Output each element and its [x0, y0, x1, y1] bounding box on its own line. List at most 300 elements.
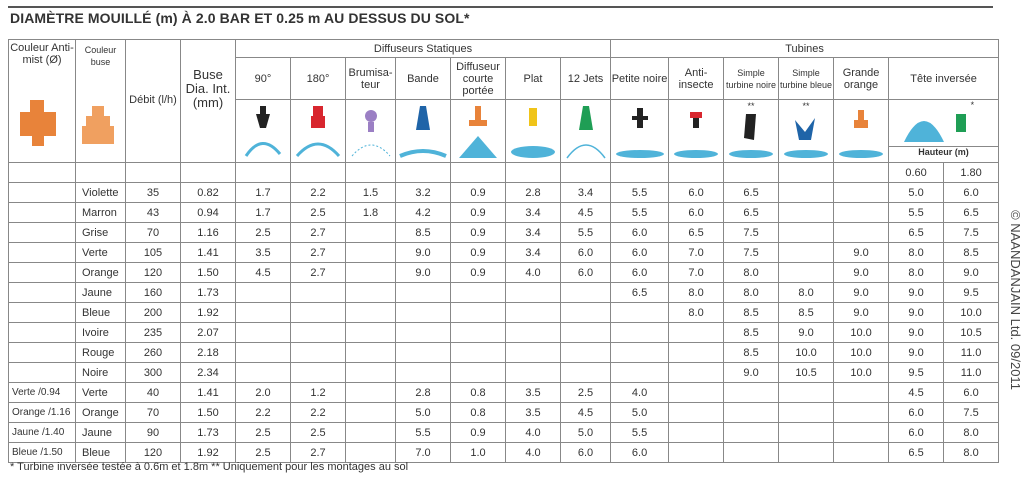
cell-90-icon: [236, 100, 291, 163]
table-cell: 2.7: [291, 443, 346, 463]
table-row: [9, 403, 999, 423]
header-90: 90°: [236, 58, 291, 100]
table-cell: 7.0: [669, 243, 724, 263]
turbine-noire-icon: [726, 110, 776, 160]
table-cell: 6.0: [611, 243, 669, 263]
table-cell: 120: [126, 263, 181, 283]
table-cell: 6.0: [944, 383, 999, 403]
table-cell: 5.5: [561, 223, 611, 243]
table-cell: 9.0: [834, 303, 889, 323]
table-cell: 8.5: [944, 243, 999, 263]
table-cell: [834, 223, 889, 243]
table-cell: 90: [126, 423, 181, 443]
table-cell: [236, 323, 291, 343]
table-cell: 3.4: [506, 243, 561, 263]
footnote-marker: **: [802, 101, 810, 111]
table-cell: 7.0: [669, 263, 724, 283]
table-cell: [451, 343, 506, 363]
table-cell: [396, 323, 451, 343]
table-cell: 10.5: [779, 363, 834, 383]
table-cell: 1.92: [181, 303, 236, 323]
table-cell: [561, 363, 611, 383]
table-cell: Bleue: [76, 443, 126, 463]
table-cell: Bleue /1.50: [9, 443, 76, 463]
table-cell: 2.5: [236, 223, 291, 243]
table-cell: 6.5: [889, 443, 944, 463]
table-cell: 235: [126, 323, 181, 343]
header-couleur-antimist: Couleur Anti-mist (Ø): [9, 40, 76, 163]
table-cell: 9.0: [944, 263, 999, 283]
table-cell: [236, 363, 291, 383]
table-cell: 200: [126, 303, 181, 323]
table-cell: [9, 323, 76, 343]
table-cell: Ivoire: [76, 323, 126, 343]
table-cell: 2.8: [396, 383, 451, 403]
table-cell: [669, 423, 724, 443]
table-cell: 6.0: [561, 443, 611, 463]
table-cell: Jaune /1.40: [9, 423, 76, 443]
header-grande-orange: Grande orange: [834, 58, 889, 100]
table-cell: 4.5: [236, 263, 291, 283]
plat-icon: [508, 102, 558, 160]
table-cell: 6.0: [561, 263, 611, 283]
table-cell: [779, 263, 834, 283]
cell-plat-icon: [506, 100, 561, 163]
table-cell: [236, 303, 291, 323]
table-cell: 1.41: [181, 243, 236, 263]
header-anti-insecte: Anti- insecte: [669, 58, 724, 100]
header-brumisateur: Brumisa- teur: [346, 58, 396, 100]
table-cell: [724, 443, 779, 463]
cell-turbine-bleue-icon: [779, 100, 834, 163]
table-cell: 9.5: [889, 363, 944, 383]
hauteur-060: 0.60: [889, 163, 944, 183]
header-simple-noire: Simple turbine noire: [724, 58, 779, 100]
table-cell: [9, 263, 76, 283]
table-cell: [506, 343, 561, 363]
table-cell: 6.0: [611, 223, 669, 243]
table-cell: [451, 323, 506, 343]
table-cell: [236, 343, 291, 363]
table-cell: [506, 323, 561, 343]
table-cell: 2.5: [291, 423, 346, 443]
header-12jets: 12 Jets: [561, 58, 611, 100]
table-cell: 260: [126, 343, 181, 363]
petite-noire-icon: [614, 102, 666, 160]
table-cell: [451, 303, 506, 323]
table-cell: 1.73: [181, 423, 236, 443]
footnote-marker: **: [747, 101, 755, 111]
table-cell: 6.5: [944, 203, 999, 223]
table-row: [9, 283, 999, 303]
table-cell: 2.5: [561, 383, 611, 403]
table-cell: [779, 183, 834, 203]
table-cell: 2.34: [181, 363, 236, 383]
page-title: DIAMÈTRE MOUILLÉ (m) À 2.0 BAR ET 0.25 m AU DESSUS DU SOL*: [10, 10, 470, 26]
table-cell: 0.9: [451, 183, 506, 203]
table-cell: Jaune: [76, 423, 126, 443]
table-cell: 105: [126, 243, 181, 263]
table-row: [9, 383, 999, 403]
table-cell: [611, 323, 669, 343]
table-cell: 10.0: [834, 343, 889, 363]
table-cell: 10.0: [834, 363, 889, 383]
table-row: [9, 423, 999, 443]
table-cell: 4.2: [396, 203, 451, 223]
table-cell: [669, 403, 724, 423]
table-cell: [346, 283, 396, 303]
table-cell: 3.4: [506, 223, 561, 243]
table-cell: 4.0: [611, 383, 669, 403]
table-cell: [9, 243, 76, 263]
table-cell: [9, 183, 76, 203]
table-cell: 8.5: [779, 303, 834, 323]
table-cell: 9.0: [396, 263, 451, 283]
table-cell: 2.5: [236, 423, 291, 443]
table-cell: [9, 223, 76, 243]
table-cell: 10.0: [779, 343, 834, 363]
table-cell: 43: [126, 203, 181, 223]
cell-12jets-icon: [561, 100, 611, 163]
anti-insecte-icon: [671, 102, 721, 160]
table-cell: [779, 423, 834, 443]
table-cell: 10.0: [834, 323, 889, 343]
table-cell: 4.0: [506, 443, 561, 463]
tete-inversee-icon: [894, 100, 994, 144]
table-cell: [834, 423, 889, 443]
table-cell: [779, 203, 834, 223]
table-cell: [724, 383, 779, 403]
table-cell: 6.5: [669, 223, 724, 243]
table-cell: 6.0: [611, 443, 669, 463]
table-cell: 3.4: [561, 183, 611, 203]
table-cell: 2.2: [291, 183, 346, 203]
table-cell: 35: [126, 183, 181, 203]
table-cell: [346, 383, 396, 403]
table-row: [9, 183, 999, 203]
table-cell: [236, 283, 291, 303]
table-cell: [346, 243, 396, 263]
table-cell: 9.0: [834, 283, 889, 303]
header-tubines: Tubines: [611, 40, 999, 58]
table-cell: 9.0: [834, 243, 889, 263]
header-bande: Bande: [396, 58, 451, 100]
table-cell: [669, 363, 724, 383]
header-couleur-buse: Couleur buse: [76, 40, 126, 163]
table-cell: 1.41: [181, 383, 236, 403]
table-row: [9, 243, 999, 263]
table-cell: 6.0: [889, 403, 944, 423]
table-cell: 0.8: [451, 403, 506, 423]
table-cell: 1.0: [451, 443, 506, 463]
table-cell: Grise: [76, 223, 126, 243]
table-cell: 7.5: [724, 243, 779, 263]
table-cell: 1.8: [346, 203, 396, 223]
table-cell: [9, 203, 76, 223]
table-cell: 3.2: [396, 183, 451, 203]
table-cell: [396, 283, 451, 303]
header-courte-portee: Diffuseur courte portée: [451, 58, 506, 100]
cell-petite-noire-icon: [611, 100, 669, 163]
cell-anti-insecte-icon: [669, 100, 724, 163]
header-180: 180°: [291, 58, 346, 100]
table-cell: 2.5: [236, 443, 291, 463]
table-cell: 8.0: [889, 263, 944, 283]
header-simple-bleue: Simple turbine bleue: [779, 58, 834, 100]
table-cell: 6.0: [669, 183, 724, 203]
table-row: [9, 443, 999, 463]
table-cell: 6.0: [889, 423, 944, 443]
table-cell: [669, 323, 724, 343]
table-cell: 9.0: [779, 323, 834, 343]
table-cell: [779, 383, 834, 403]
table-row: [9, 323, 999, 343]
table-cell: 9.5: [944, 283, 999, 303]
table-cell: [611, 363, 669, 383]
table-cell: 4.5: [561, 403, 611, 423]
table-cell: [669, 343, 724, 363]
table-cell: 2.2: [236, 403, 291, 423]
table-cell: [396, 363, 451, 383]
table-cell: 8.0: [669, 283, 724, 303]
table-cell: [346, 363, 396, 383]
table-cell: [291, 303, 346, 323]
hauteur-180: 1.80: [944, 163, 999, 183]
table-cell: [291, 283, 346, 303]
table-cell: 9.0: [396, 243, 451, 263]
table-cell: [506, 283, 561, 303]
table-cell: 2.5: [291, 203, 346, 223]
table-cell: 70: [126, 403, 181, 423]
table-cell: Jaune: [76, 283, 126, 303]
table-cell: 4.0: [506, 423, 561, 443]
table-cell: 2.8: [506, 183, 561, 203]
table-cell: 3.4: [506, 203, 561, 223]
table-cell: [291, 363, 346, 383]
table-cell: 6.0: [561, 243, 611, 263]
table-cell: [396, 343, 451, 363]
title-rule: [8, 6, 993, 8]
table-cell: 0.82: [181, 183, 236, 203]
table-cell: [346, 403, 396, 423]
nozzle-orange-icon: [80, 104, 116, 148]
table-cell: [291, 343, 346, 363]
table-cell: [834, 403, 889, 423]
table-cell: 0.94: [181, 203, 236, 223]
table-cell: 8.0: [944, 443, 999, 463]
table-cell: 300: [126, 363, 181, 383]
table-cell: 6.5: [724, 183, 779, 203]
table-cell: 7.5: [724, 223, 779, 243]
table-cell: [724, 403, 779, 423]
table-cell: 4.5: [889, 383, 944, 403]
table-cell: 10.5: [944, 323, 999, 343]
table-cell: 2.07: [181, 323, 236, 343]
table-cell: [834, 383, 889, 403]
table-cell: 2.2: [291, 403, 346, 423]
table-cell: 4.5: [561, 203, 611, 223]
table-cell: 1.7: [236, 203, 291, 223]
table-cell: 120: [126, 443, 181, 463]
table-cell: 160: [126, 283, 181, 303]
table-cell: 8.0: [889, 243, 944, 263]
table-cell: 6.5: [889, 223, 944, 243]
table-cell: Bleue: [76, 303, 126, 323]
cell-turbine-noire-icon: [724, 100, 779, 163]
table-cell: 9.0: [889, 343, 944, 363]
nozzle-180-icon: [293, 102, 343, 160]
table-cell: Violette: [76, 183, 126, 203]
table-cell: [9, 303, 76, 323]
bande-icon: [398, 102, 448, 160]
table-cell: 2.0: [236, 383, 291, 403]
table-cell: 1.50: [181, 403, 236, 423]
table-cell: 2.7: [291, 243, 346, 263]
table-cell: [9, 363, 76, 383]
table-cell: [346, 263, 396, 283]
cell-tete-inversee-icon: [889, 100, 999, 163]
table-cell: 11.0: [944, 363, 999, 383]
table-cell: 6.0: [669, 203, 724, 223]
table-cell: Verte: [76, 243, 126, 263]
table-cell: 1.92: [181, 443, 236, 463]
table-cell: 8.5: [724, 303, 779, 323]
table-cell: 2.18: [181, 343, 236, 363]
copyright: © NAANDANJAIN Ltd. 09/2011: [1008, 210, 1023, 390]
antimist-orange-icon: [18, 98, 58, 148]
table-cell: 8.5: [724, 343, 779, 363]
table-cell: [346, 343, 396, 363]
table-cell: [346, 423, 396, 443]
table-cell: 0.9: [451, 203, 506, 223]
turbine-bleue-icon: [781, 110, 831, 160]
table-cell: 8.0: [779, 283, 834, 303]
table-cell: 9.0: [889, 323, 944, 343]
brumisateur-icon: [348, 102, 394, 160]
table-cell: 0.9: [451, 243, 506, 263]
table-cell: 8.0: [724, 263, 779, 283]
table-cell: 1.5: [346, 183, 396, 203]
table-cell: 5.5: [611, 423, 669, 443]
table-cell: [561, 343, 611, 363]
table-cell: [611, 343, 669, 363]
cell-grande-orange-icon: [834, 100, 889, 163]
cell-courte-icon: [451, 100, 506, 163]
table-cell: [346, 223, 396, 243]
table-cell: 1.16: [181, 223, 236, 243]
table-cell: 5.5: [396, 423, 451, 443]
table-cell: 7.5: [944, 223, 999, 243]
table-cell: 7.0: [396, 443, 451, 463]
table-cell: [779, 443, 834, 463]
table-cell: [346, 323, 396, 343]
table-cell: [346, 443, 396, 463]
spec-table: [8, 39, 999, 463]
table-cell: 5.0: [561, 423, 611, 443]
table-cell: [779, 223, 834, 243]
table-cell: [834, 203, 889, 223]
table-cell: [561, 323, 611, 343]
table-row: [9, 343, 999, 363]
table-cell: [561, 303, 611, 323]
table-row: [9, 263, 999, 283]
table-cell: [779, 243, 834, 263]
footnote: * Turbine inversée testée à 0.6m et 1.8m ** Uniquement pour les montages au sol: [10, 461, 409, 473]
table-cell: [834, 183, 889, 203]
table-cell: 8.0: [724, 283, 779, 303]
table-cell: Marron: [76, 203, 126, 223]
table-cell: Verte: [76, 383, 126, 403]
hauteur-label: Hauteur (m): [889, 146, 998, 161]
table-cell: [9, 343, 76, 363]
table-row: [9, 363, 999, 383]
table-body: [9, 183, 999, 463]
table-cell: 70: [126, 223, 181, 243]
table-cell: [506, 303, 561, 323]
table-cell: [396, 303, 451, 323]
table-row: [9, 203, 999, 223]
table-cell: Rouge: [76, 343, 126, 363]
table-cell: Orange /1.16: [9, 403, 76, 423]
table-cell: 6.0: [944, 183, 999, 203]
header-petite-noire: Petite noire: [611, 58, 669, 100]
table-cell: 1.73: [181, 283, 236, 303]
table-cell: 0.8: [451, 383, 506, 403]
table-cell: 2.7: [291, 263, 346, 283]
table-cell: [451, 283, 506, 303]
courte-portee-icon: [453, 102, 503, 160]
table-cell: 5.0: [611, 403, 669, 423]
table-cell: [611, 303, 669, 323]
grande-orange-icon: [836, 102, 886, 160]
table-cell: Verte /0.94: [9, 383, 76, 403]
table-cell: 10.0: [944, 303, 999, 323]
table-cell: 0.9: [451, 263, 506, 283]
cell-brumisateur-icon: [346, 100, 396, 163]
table-cell: 8.5: [724, 323, 779, 343]
table-cell: 9.0: [724, 363, 779, 383]
table-cell: [779, 403, 834, 423]
table-cell: [561, 283, 611, 303]
table-cell: [291, 323, 346, 343]
table-cell: 5.5: [611, 183, 669, 203]
table-cell: [669, 443, 724, 463]
table-cell: 8.0: [944, 423, 999, 443]
table-cell: [834, 443, 889, 463]
table-cell: 1.7: [236, 183, 291, 203]
table-cell: 3.5: [506, 403, 561, 423]
table-cell: 2.7: [291, 223, 346, 243]
table-cell: 4.0: [506, 263, 561, 283]
table-cell: 6.5: [724, 203, 779, 223]
table-cell: [669, 383, 724, 403]
table-row: [9, 223, 999, 243]
header-tete-inversee: Tête inversée: [889, 58, 999, 100]
header-plat: Plat: [506, 58, 561, 100]
header-debit: Débit (l/h): [126, 40, 181, 163]
table-cell: 3.5: [236, 243, 291, 263]
table-cell: 3.5: [506, 383, 561, 403]
header-diffuseurs: Diffuseurs Statiques: [236, 40, 611, 58]
table-cell: 1.50: [181, 263, 236, 283]
cell-bande-icon: [396, 100, 451, 163]
table-cell: Orange: [76, 263, 126, 283]
table-cell: [451, 363, 506, 383]
table-cell: 8.0: [669, 303, 724, 323]
table-cell: Noire: [76, 363, 126, 383]
table-cell: 6.5: [611, 283, 669, 303]
table-cell: [346, 303, 396, 323]
